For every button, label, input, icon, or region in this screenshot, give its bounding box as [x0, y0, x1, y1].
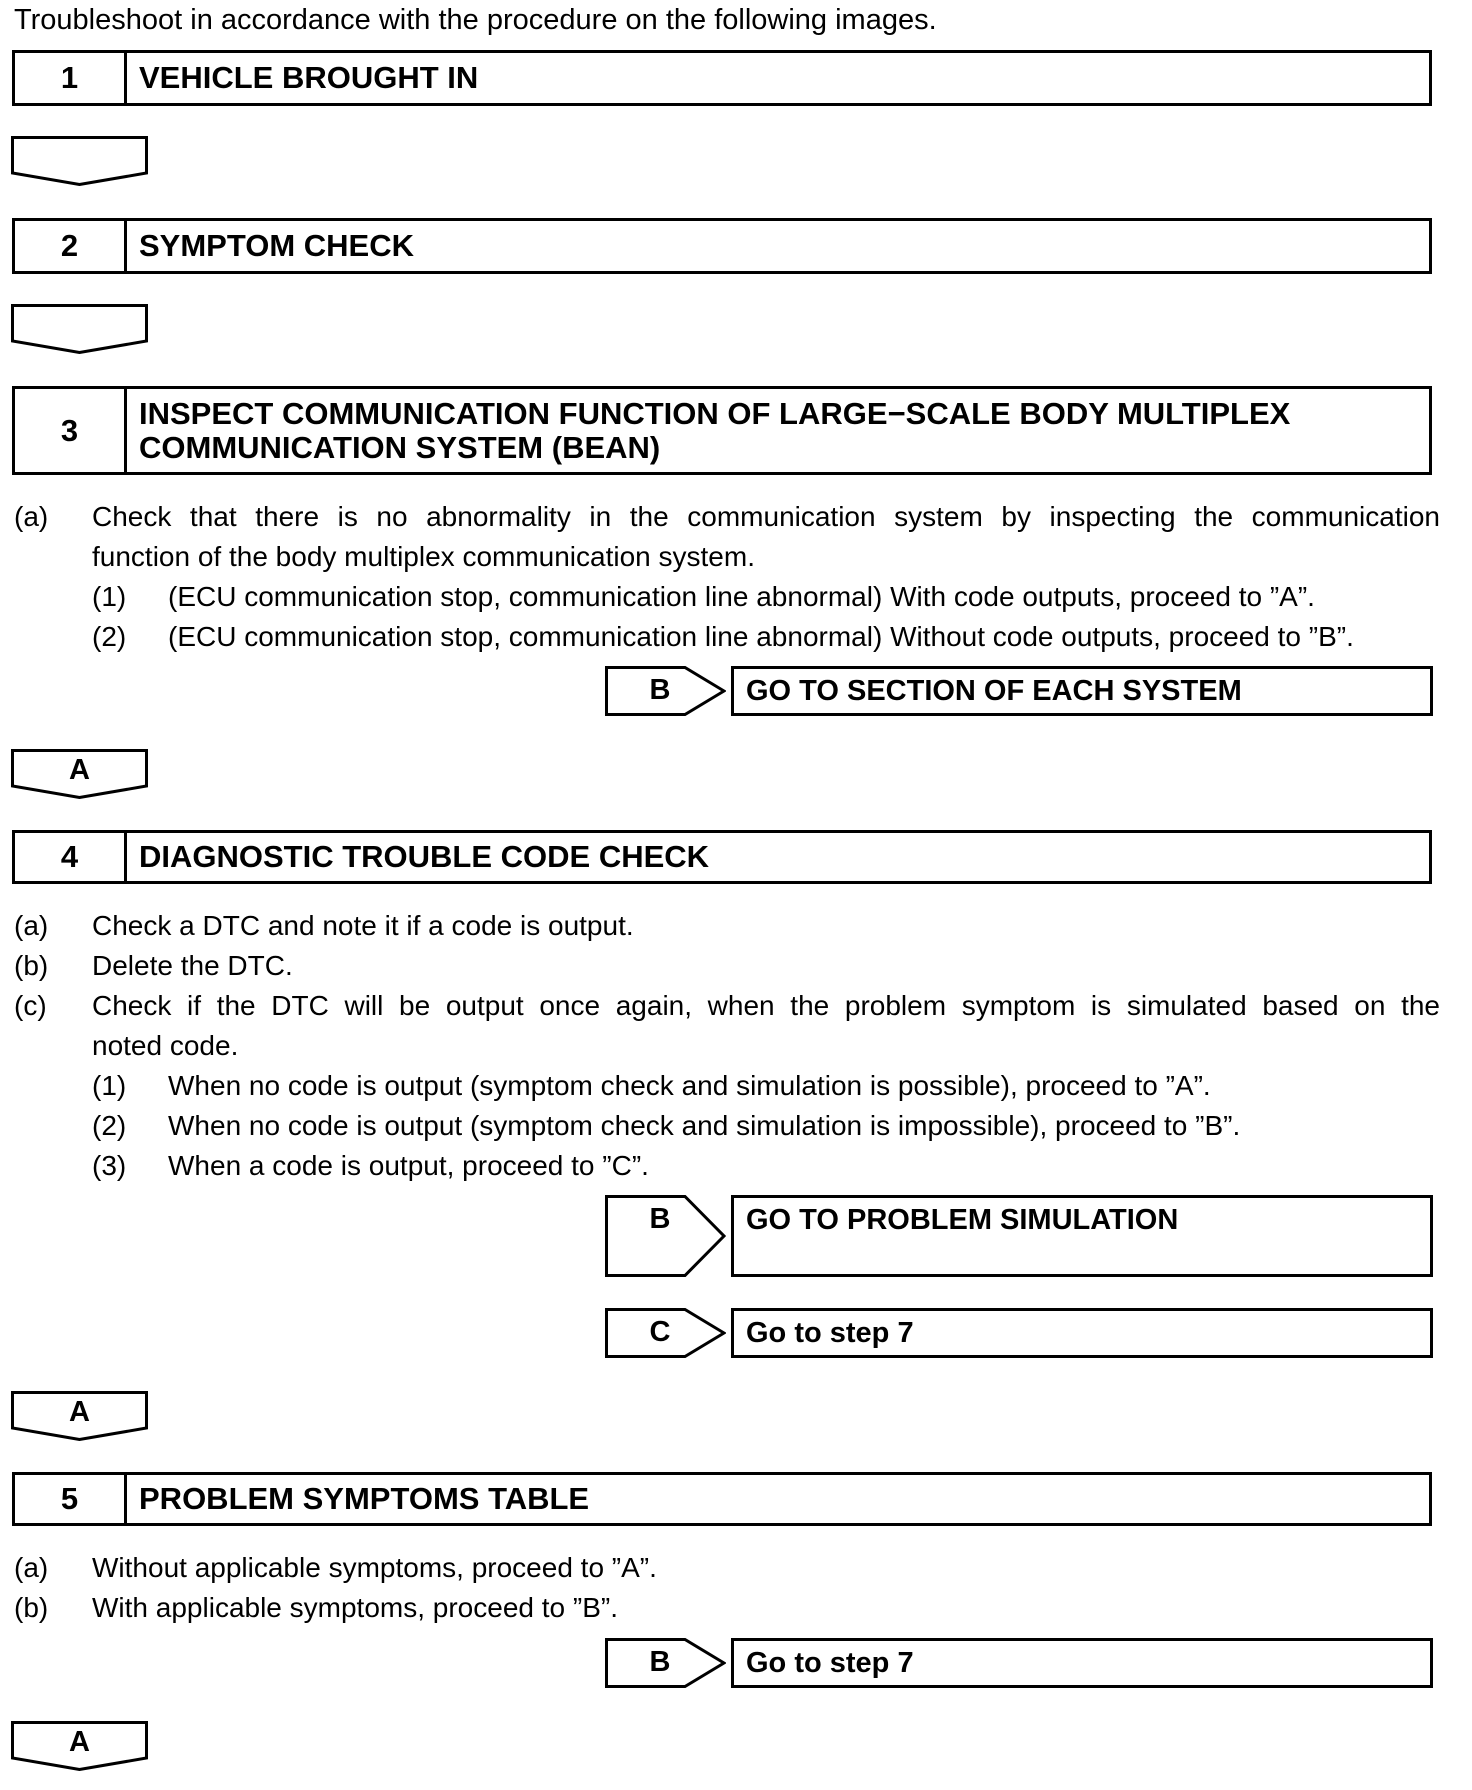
step-title: INSPECT COMMUNICATION FUNCTION OF LARGE−SCALE BODY MULTIPLEX COMMUNICATION SYSTEM (BEAN)	[139, 395, 1291, 465]
branch-destination: Go to step 7	[731, 1308, 1433, 1358]
subitem-text: When no code is output (symptom check and simulation is possible), proceed to ”A”.	[168, 1070, 1211, 1101]
item-text: Check if the DTC will be output once again, when the problem symptom is simulated based on the	[92, 990, 1440, 1021]
step-2-header	[12, 218, 1432, 274]
step-number: 3	[15, 389, 127, 472]
subitem-mark: (1)	[92, 1070, 127, 1101]
subitem-text: When a code is output, proceed to ”C”.	[168, 1150, 649, 1181]
subitem-text: (ECU communication stop, communication line abnormal) With code outputs, proceed to ”A”.	[168, 581, 1315, 612]
item-mark: (a)	[14, 910, 49, 941]
item-mark: (a)	[14, 501, 49, 532]
branch-tag: B	[605, 1195, 726, 1277]
flow-arrow	[11, 304, 148, 354]
item-text: Delete the DTC.	[92, 950, 293, 981]
item-mark: (b)	[14, 1592, 49, 1623]
item-mark: (b)	[14, 950, 49, 981]
subitem-mark: (2)	[92, 1110, 127, 1141]
subitem-text: (ECU communication stop, communication line abnormal) Without code outputs, proceed to ”B”.	[168, 621, 1354, 652]
item-mark: (c)	[14, 990, 47, 1021]
flow-arrow: A	[11, 749, 148, 799]
step-5-header	[12, 1472, 1432, 1526]
subitem-mark: (1)	[92, 581, 127, 612]
subitem-mark: (3)	[92, 1150, 127, 1181]
step-4-header	[12, 830, 1432, 884]
subitem-text: When no code is output (symptom check and simulation is impossible), proceed to ”B”.	[168, 1110, 1241, 1141]
step-title: VEHICLE BROUGHT IN	[139, 60, 479, 95]
intro-text: Troubleshoot in accordance with the procedure on the following images.	[14, 4, 937, 36]
subitem-mark: (2)	[92, 621, 127, 652]
branch-destination: GO TO PROBLEM SIMULATION	[731, 1195, 1433, 1277]
step-title: SYMPTOM CHECK	[139, 228, 415, 263]
step-number: 1	[15, 53, 127, 103]
step-number: 2	[15, 221, 127, 271]
item-text: function of the body multiplex communication system.	[92, 541, 755, 572]
item-text: Check that there is no abnormality in the communication system by inspecting the communication	[92, 501, 1440, 532]
step-title: DIAGNOSTIC TROUBLE CODE CHECK	[139, 839, 710, 874]
down-arrow-icon	[11, 304, 148, 354]
item-mark: (a)	[14, 1552, 49, 1583]
branch-destination: Go to step 7	[731, 1638, 1433, 1688]
step-title: PROBLEM SYMPTOMS TABLE	[139, 1481, 590, 1516]
flow-arrow: A	[11, 1721, 148, 1771]
step-3-header	[12, 386, 1432, 475]
item-text: Check a DTC and note it if a code is output.	[92, 910, 634, 941]
step-number: 5	[15, 1475, 127, 1523]
branch-tag: B	[605, 666, 726, 716]
flow-arrow	[11, 136, 148, 186]
branch-tag: C	[605, 1308, 726, 1358]
item-text: With applicable symptoms, proceed to ”B”.	[92, 1592, 618, 1623]
branch-destination: GO TO SECTION OF EACH SYSTEM	[731, 666, 1433, 716]
down-arrow-icon	[11, 136, 148, 186]
branch-tag: B	[605, 1638, 726, 1688]
step-1-header	[12, 50, 1432, 106]
step-number: 4	[15, 833, 127, 881]
item-text: noted code.	[92, 1030, 239, 1061]
flow-arrow: A	[11, 1391, 148, 1441]
item-text: Without applicable symptoms, proceed to ”A”.	[92, 1552, 657, 1583]
